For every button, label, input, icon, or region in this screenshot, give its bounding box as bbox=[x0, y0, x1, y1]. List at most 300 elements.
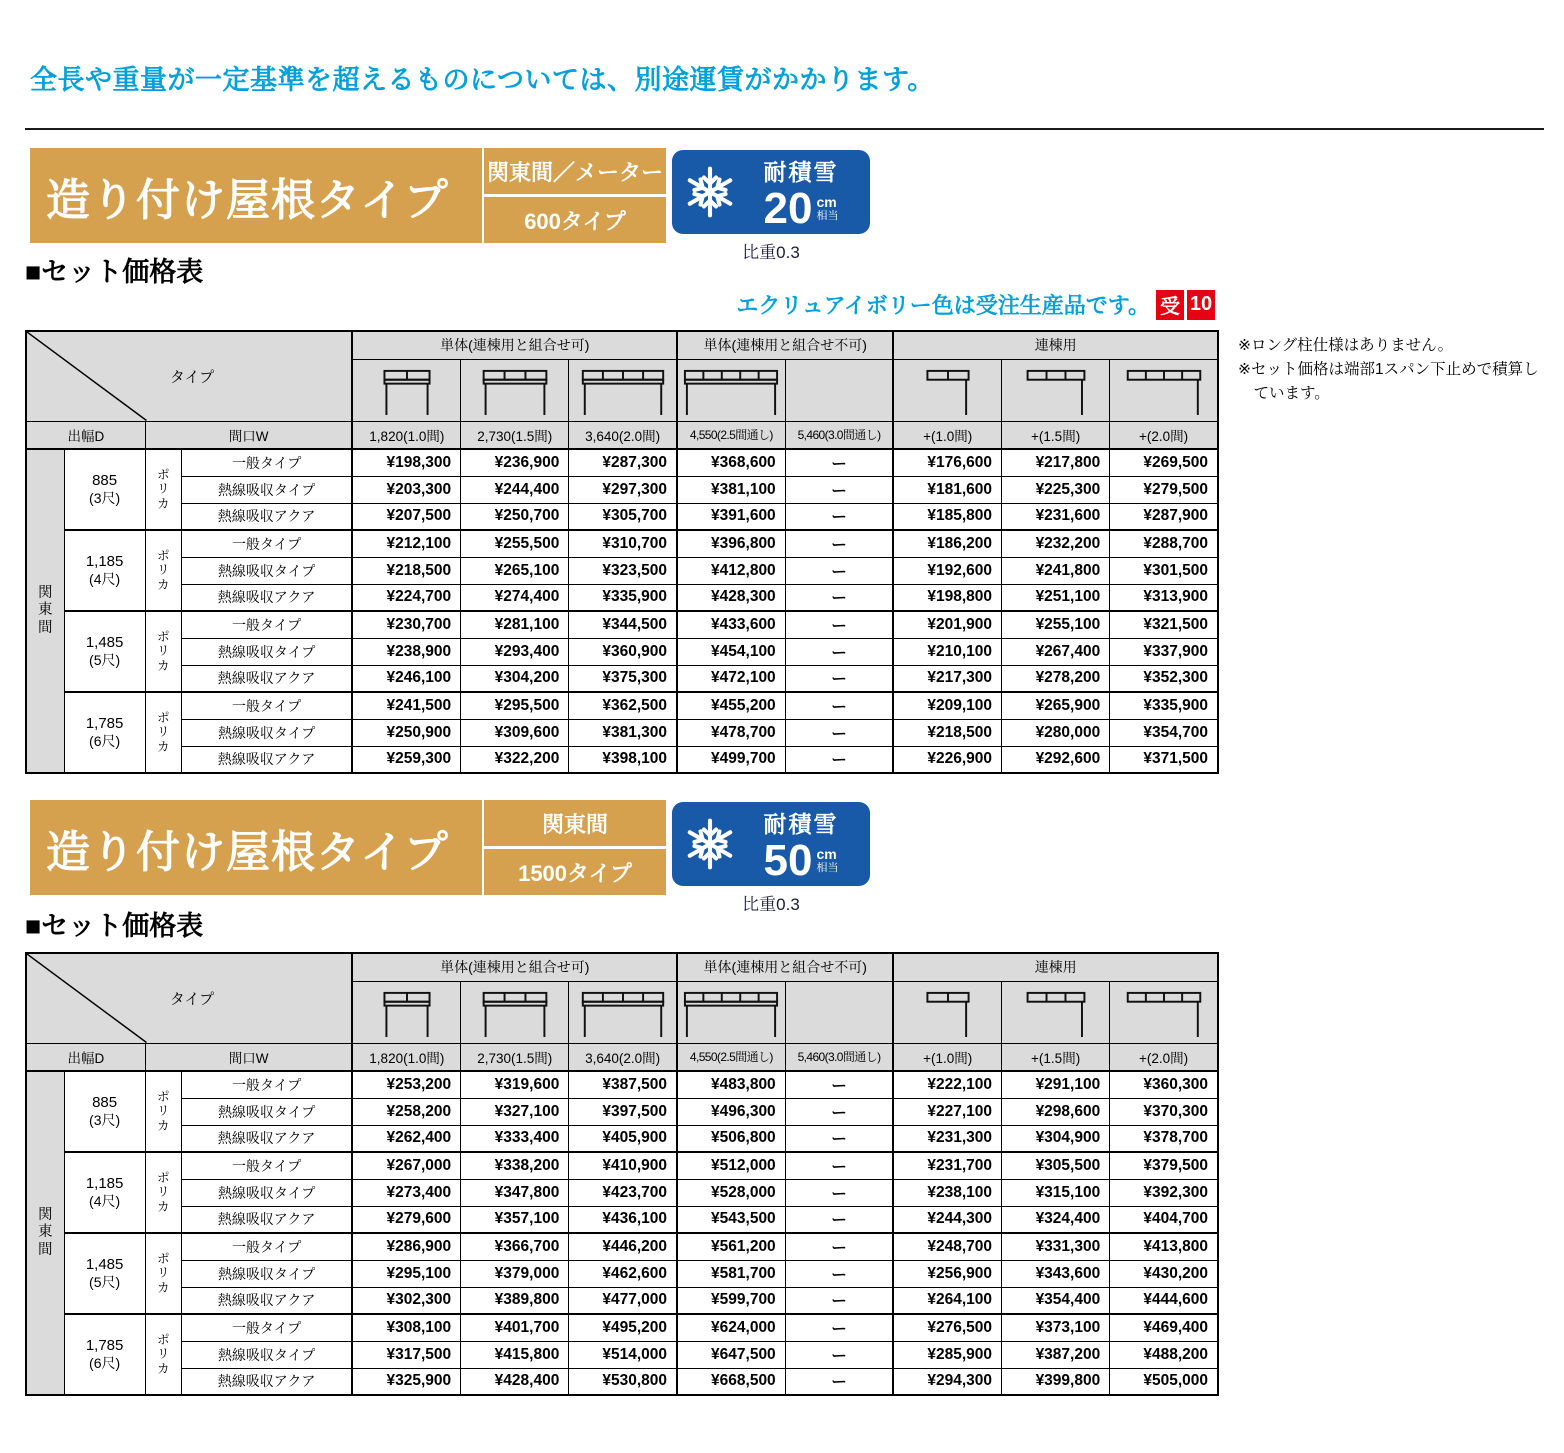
price-cell: ¥225,300 bbox=[1002, 476, 1110, 503]
width-header: 間口W bbox=[145, 1043, 352, 1071]
price-cell: ¥354,400 bbox=[1002, 1287, 1110, 1314]
price-cell: ¥483,800 bbox=[677, 1071, 785, 1098]
roof-type-cell: 熱線吸収アクア bbox=[181, 665, 352, 692]
price-cell: ¥291,100 bbox=[1002, 1071, 1110, 1098]
material-label: ポ リ カ bbox=[145, 1071, 181, 1152]
price-cell: ¥373,100 bbox=[1002, 1314, 1110, 1341]
price-cell: ¥297,300 bbox=[569, 476, 677, 503]
price-cell: ¥354,700 bbox=[1110, 719, 1218, 746]
price-cell: ¥381,100 bbox=[677, 476, 785, 503]
price-cell: ¥309,600 bbox=[461, 719, 569, 746]
roof-type-cell: 熱線吸収アクア bbox=[181, 1125, 352, 1152]
price-cell: ¥624,000 bbox=[677, 1314, 785, 1341]
corner-type-label bbox=[26, 331, 352, 421]
price-cell: ¥436,100 bbox=[569, 1206, 677, 1233]
column-size-header: +(1.0間) bbox=[893, 1043, 1001, 1071]
price-cell: ¥396,800 bbox=[677, 530, 785, 557]
price-cell: ¥251,100 bbox=[1002, 584, 1110, 611]
price-cell: ¥280,000 bbox=[1002, 719, 1110, 746]
column-size-header: +(1.5間) bbox=[1002, 1043, 1110, 1071]
price-cell: ¥250,900 bbox=[352, 719, 460, 746]
column-group-header: 連棟用 bbox=[893, 953, 1218, 981]
price-cell: ¥274,400 bbox=[461, 584, 569, 611]
price-cell: ¥259,300 bbox=[352, 746, 460, 773]
column-size-header: 2,730(1.5間) bbox=[461, 421, 569, 449]
price-cell: ¥292,600 bbox=[1002, 746, 1110, 773]
snow-load-unit2: 相当 bbox=[816, 862, 839, 874]
footnote-line: ※セット価格は端部1スパン下止めで積算し bbox=[1238, 361, 1539, 379]
price-cell: ¥301,500 bbox=[1110, 557, 1218, 584]
roof-type-cell: 熱線吸収アクア bbox=[181, 746, 352, 773]
snow-load-block bbox=[672, 150, 870, 263]
column-size-header: 3,640(2.0間) bbox=[569, 1043, 677, 1071]
price-table-600 bbox=[25, 330, 1219, 774]
price-cell: ¥514,000 bbox=[569, 1341, 677, 1368]
roof-type-cell: 熱線吸収タイプ bbox=[181, 719, 352, 746]
roof-type-cell: 一般タイプ bbox=[181, 1233, 352, 1260]
region-label: 関 東 間 bbox=[26, 449, 64, 773]
column-size-header: +(2.0間) bbox=[1110, 421, 1218, 449]
width-header: 間口W bbox=[145, 421, 352, 449]
price-cell-empty: ー bbox=[785, 1341, 893, 1368]
price-cell: ¥335,900 bbox=[569, 584, 677, 611]
price-cell-empty: ー bbox=[785, 476, 893, 503]
column-size-header: 3,640(2.0間) bbox=[569, 421, 677, 449]
price-cell: ¥368,600 bbox=[677, 449, 785, 476]
price-cell: ¥319,600 bbox=[461, 1071, 569, 1098]
snow-load-label: 耐積雪 bbox=[763, 810, 839, 837]
roof-type-cell: 熱線吸収タイプ bbox=[181, 557, 352, 584]
price-cell: ¥244,400 bbox=[461, 476, 569, 503]
price-cell: ¥561,200 bbox=[677, 1233, 785, 1260]
price-cell: ¥313,900 bbox=[1110, 584, 1218, 611]
price-cell: ¥302,300 bbox=[352, 1287, 460, 1314]
price-table-heading: ■セット価格表 bbox=[25, 257, 204, 287]
spec-badge bbox=[484, 800, 666, 895]
price-cell: ¥387,200 bbox=[1002, 1341, 1110, 1368]
price-cell: ¥222,100 bbox=[893, 1071, 1001, 1098]
snow-load-text bbox=[738, 806, 864, 883]
price-cell-empty: ー bbox=[785, 719, 893, 746]
price-cell: ¥286,900 bbox=[352, 1233, 460, 1260]
snowflake-icon bbox=[682, 816, 738, 872]
material-label: ポ リ カ bbox=[145, 449, 181, 530]
column-diagram-empty bbox=[785, 359, 893, 421]
price-cell: ¥333,400 bbox=[461, 1125, 569, 1152]
roof-type-cell: 熱線吸収タイプ bbox=[181, 638, 352, 665]
price-cell: ¥269,500 bbox=[1110, 449, 1218, 476]
price-cell: ¥236,900 bbox=[461, 449, 569, 476]
depth-cell: 885 (3尺) bbox=[64, 1071, 145, 1152]
specific-gravity-note: 比重0.3 bbox=[742, 243, 800, 262]
price-cell-empty: ー bbox=[785, 530, 893, 557]
price-cell: ¥454,100 bbox=[677, 638, 785, 665]
price-cell: ¥512,000 bbox=[677, 1152, 785, 1179]
carport-diagram-icon bbox=[893, 981, 1001, 1043]
made-to-order-text: エクリュアイボリー色は受注生産品です。 bbox=[736, 293, 1150, 318]
price-cell-empty: ー bbox=[785, 1206, 893, 1233]
price-cell: ¥599,700 bbox=[677, 1287, 785, 1314]
column-size-header: 2,730(1.5間) bbox=[461, 1043, 569, 1071]
price-cell-empty: ー bbox=[785, 692, 893, 719]
price-cell: ¥304,900 bbox=[1002, 1125, 1110, 1152]
divider bbox=[25, 128, 1544, 130]
price-cell-empty: ー bbox=[785, 503, 893, 530]
price-cell: ¥528,000 bbox=[677, 1179, 785, 1206]
price-cell: ¥201,900 bbox=[893, 611, 1001, 638]
roof-type-cell: 一般タイプ bbox=[181, 1152, 352, 1179]
footnotes bbox=[1238, 334, 1558, 406]
price-cell: ¥267,400 bbox=[1002, 638, 1110, 665]
carport-diagram-icon bbox=[677, 981, 785, 1043]
price-cell: ¥381,300 bbox=[569, 719, 677, 746]
price-cell: ¥423,700 bbox=[569, 1179, 677, 1206]
carport-diagram-icon bbox=[352, 981, 460, 1043]
column-size-header: +(1.5間) bbox=[1002, 421, 1110, 449]
price-cell: ¥405,900 bbox=[569, 1125, 677, 1152]
carport-diagram-icon bbox=[569, 359, 677, 421]
price-cell: ¥230,700 bbox=[352, 611, 460, 638]
column-group-header: 単体(連棟用と組合せ不可) bbox=[677, 331, 893, 359]
price-table-heading: ■セット価格表 bbox=[25, 911, 204, 941]
price-cell: ¥287,300 bbox=[569, 449, 677, 476]
carport-diagram-icon bbox=[1002, 981, 1110, 1043]
price-cell: ¥227,100 bbox=[893, 1098, 1001, 1125]
price-cell: ¥668,500 bbox=[677, 1368, 785, 1395]
price-cell: ¥366,700 bbox=[461, 1233, 569, 1260]
price-cell: ¥231,700 bbox=[893, 1152, 1001, 1179]
column-size-header: 5,460(3.0間通し) bbox=[785, 1043, 893, 1071]
price-cell: ¥344,500 bbox=[569, 611, 677, 638]
depth-cell: 1,785 (6尺) bbox=[64, 1314, 145, 1395]
price-cell: ¥495,200 bbox=[569, 1314, 677, 1341]
snow-load-block bbox=[672, 802, 870, 915]
price-cell: ¥323,500 bbox=[569, 557, 677, 584]
price-cell: ¥210,100 bbox=[893, 638, 1001, 665]
price-cell: ¥370,300 bbox=[1110, 1098, 1218, 1125]
price-cell: ¥276,500 bbox=[893, 1314, 1001, 1341]
depth-cell: 1,785 (6尺) bbox=[64, 692, 145, 773]
price-cell: ¥347,800 bbox=[461, 1179, 569, 1206]
price-cell: ¥338,200 bbox=[461, 1152, 569, 1179]
material-label: ポ リ カ bbox=[145, 1152, 181, 1233]
price-cell: ¥327,100 bbox=[461, 1098, 569, 1125]
snow-load-unit2: 相当 bbox=[816, 210, 839, 222]
price-cell: ¥217,800 bbox=[1002, 449, 1110, 476]
price-cell: ¥375,300 bbox=[569, 665, 677, 692]
price-cell-empty: ー bbox=[785, 584, 893, 611]
price-cell: ¥298,600 bbox=[1002, 1098, 1110, 1125]
price-cell: ¥399,800 bbox=[1002, 1368, 1110, 1395]
snow-load-badge bbox=[672, 802, 870, 886]
price-cell: ¥224,700 bbox=[352, 584, 460, 611]
section-title: 造り付け屋根タイプ bbox=[30, 800, 482, 895]
price-cell: ¥255,500 bbox=[461, 530, 569, 557]
price-table-1500 bbox=[25, 952, 1219, 1396]
price-cell: ¥241,500 bbox=[352, 692, 460, 719]
roof-type-cell: 熱線吸収タイプ bbox=[181, 1260, 352, 1287]
column-size-header: 5,460(3.0間通し) bbox=[785, 421, 893, 449]
price-cell: ¥430,200 bbox=[1110, 1260, 1218, 1287]
region-label: 関 東 間 bbox=[26, 1071, 64, 1395]
footnote-line: ※ロング柱仕様はありません。 bbox=[1238, 337, 1454, 354]
depth-cell: 1,485 (5尺) bbox=[64, 611, 145, 692]
price-cell: ¥389,800 bbox=[461, 1287, 569, 1314]
price-cell-empty: ー bbox=[785, 1071, 893, 1098]
price-cell: ¥391,600 bbox=[677, 503, 785, 530]
price-cell-empty: ー bbox=[785, 1098, 893, 1125]
carport-diagram-icon bbox=[1110, 359, 1218, 421]
price-cell: ¥294,300 bbox=[893, 1368, 1001, 1395]
price-cell: ¥218,500 bbox=[893, 719, 1001, 746]
price-cell: ¥379,500 bbox=[1110, 1152, 1218, 1179]
order-badge: 受 bbox=[1156, 290, 1184, 320]
price-cell: ¥192,600 bbox=[893, 557, 1001, 584]
price-cell: ¥322,200 bbox=[461, 746, 569, 773]
price-cell: ¥581,700 bbox=[677, 1260, 785, 1287]
price-cell: ¥478,700 bbox=[677, 719, 785, 746]
price-cell: ¥253,200 bbox=[352, 1071, 460, 1098]
snowflake-icon bbox=[682, 164, 738, 220]
price-cell: ¥293,400 bbox=[461, 638, 569, 665]
price-cell: ¥308,100 bbox=[352, 1314, 460, 1341]
price-cell: ¥278,200 bbox=[1002, 665, 1110, 692]
price-cell: ¥315,100 bbox=[1002, 1179, 1110, 1206]
type-label: タイプ bbox=[169, 990, 215, 1008]
type-label: タイプ bbox=[169, 368, 215, 386]
snow-load-unit: cm bbox=[816, 846, 837, 862]
column-size-header: 4,550(2.5間通し) bbox=[677, 421, 785, 449]
spec-badge bbox=[484, 148, 666, 243]
depth-cell: 1,185 (4尺) bbox=[64, 1152, 145, 1233]
price-cell: ¥331,300 bbox=[1002, 1233, 1110, 1260]
price-cell: ¥185,800 bbox=[893, 503, 1001, 530]
price-cell-empty: ー bbox=[785, 1314, 893, 1341]
column-group-header: 単体(連棟用と組合せ不可) bbox=[677, 953, 893, 981]
price-cell: ¥324,400 bbox=[1002, 1206, 1110, 1233]
price-cell: ¥397,500 bbox=[569, 1098, 677, 1125]
price-cell: ¥337,900 bbox=[1110, 638, 1218, 665]
price-cell: ¥392,300 bbox=[1110, 1179, 1218, 1206]
price-cell: ¥207,500 bbox=[352, 503, 460, 530]
price-cell: ¥232,200 bbox=[1002, 530, 1110, 557]
lead-time-badge: 10 bbox=[1187, 290, 1215, 320]
column-size-header: +(2.0間) bbox=[1110, 1043, 1218, 1071]
price-cell-empty: ー bbox=[785, 746, 893, 773]
roof-type-cell: 熱線吸収アクア bbox=[181, 1287, 352, 1314]
price-cell: ¥412,800 bbox=[677, 557, 785, 584]
carport-diagram-icon bbox=[1110, 981, 1218, 1043]
price-cell: ¥321,500 bbox=[1110, 611, 1218, 638]
price-cell: ¥317,500 bbox=[352, 1341, 460, 1368]
price-cell: ¥398,100 bbox=[569, 746, 677, 773]
price-cell: ¥295,100 bbox=[352, 1260, 460, 1287]
spec-badge-region: 関東間／メーター bbox=[484, 148, 666, 197]
column-size-header: +(1.0間) bbox=[893, 421, 1001, 449]
specific-gravity-note: 比重0.3 bbox=[742, 895, 800, 914]
price-cell: ¥273,400 bbox=[352, 1179, 460, 1206]
price-cell: ¥238,100 bbox=[893, 1179, 1001, 1206]
shipping-notice: 全長や重量が一定基準を超えるものについては、別途運賃がかかります。 bbox=[30, 65, 935, 95]
material-label: ポ リ カ bbox=[145, 692, 181, 773]
price-cell: ¥281,100 bbox=[461, 611, 569, 638]
price-cell: ¥401,700 bbox=[461, 1314, 569, 1341]
price-cell: ¥181,600 bbox=[893, 476, 1001, 503]
price-cell: ¥226,900 bbox=[893, 746, 1001, 773]
roof-type-cell: 熱線吸収タイプ bbox=[181, 1341, 352, 1368]
price-cell: ¥428,300 bbox=[677, 584, 785, 611]
price-cell: ¥433,600 bbox=[677, 611, 785, 638]
price-cell: ¥244,300 bbox=[893, 1206, 1001, 1233]
material-label: ポ リ カ bbox=[145, 530, 181, 611]
price-cell: ¥496,300 bbox=[677, 1098, 785, 1125]
price-cell-empty: ー bbox=[785, 665, 893, 692]
carport-diagram-icon bbox=[352, 359, 460, 421]
price-cell: ¥279,500 bbox=[1110, 476, 1218, 503]
price-cell-empty: ー bbox=[785, 1179, 893, 1206]
price-cell: ¥506,800 bbox=[677, 1125, 785, 1152]
column-group-header: 単体(連棟用と組合せ可) bbox=[352, 331, 677, 359]
price-cell-empty: ー bbox=[785, 1233, 893, 1260]
price-cell: ¥352,300 bbox=[1110, 665, 1218, 692]
roof-type-cell: 一般タイプ bbox=[181, 1314, 352, 1341]
price-cell: ¥198,300 bbox=[352, 449, 460, 476]
carport-diagram-icon bbox=[1002, 359, 1110, 421]
column-group-header: 単体(連棟用と組合せ可) bbox=[352, 953, 677, 981]
roof-type-cell: 一般タイプ bbox=[181, 692, 352, 719]
price-cell: ¥343,600 bbox=[1002, 1260, 1110, 1287]
price-cell: ¥404,700 bbox=[1110, 1206, 1218, 1233]
price-cell: ¥267,000 bbox=[352, 1152, 460, 1179]
price-cell-empty: ー bbox=[785, 1368, 893, 1395]
roof-type-cell: 熱線吸収アクア bbox=[181, 503, 352, 530]
price-cell-empty: ー bbox=[785, 1287, 893, 1314]
price-cell: ¥231,300 bbox=[893, 1125, 1001, 1152]
price-cell: ¥217,300 bbox=[893, 665, 1001, 692]
price-cell: ¥198,800 bbox=[893, 584, 1001, 611]
column-size-header: 1,820(1.0間) bbox=[352, 1043, 460, 1071]
price-cell: ¥305,700 bbox=[569, 503, 677, 530]
price-cell: ¥285,900 bbox=[893, 1341, 1001, 1368]
price-cell: ¥246,100 bbox=[352, 665, 460, 692]
price-cell: ¥410,900 bbox=[569, 1152, 677, 1179]
spec-badge-region: 関東間 bbox=[484, 800, 666, 849]
price-cell: ¥446,200 bbox=[569, 1233, 677, 1260]
price-cell: ¥371,500 bbox=[1110, 746, 1218, 773]
price-cell-empty: ー bbox=[785, 611, 893, 638]
column-size-header: 4,550(2.5間通し) bbox=[677, 1043, 785, 1071]
carport-diagram-icon bbox=[677, 359, 785, 421]
price-cell-empty: ー bbox=[785, 638, 893, 665]
roof-type-cell: 熱線吸収タイプ bbox=[181, 476, 352, 503]
price-cell-empty: ー bbox=[785, 557, 893, 584]
price-cell: ¥428,400 bbox=[461, 1368, 569, 1395]
price-cell: ¥335,900 bbox=[1110, 692, 1218, 719]
price-cell: ¥241,800 bbox=[1002, 557, 1110, 584]
set-price-table bbox=[25, 952, 1219, 1396]
roof-type-cell: 一般タイプ bbox=[181, 530, 352, 557]
snow-load-badge bbox=[672, 150, 870, 234]
snow-load-value: 50 bbox=[763, 835, 813, 885]
price-cell: ¥218,500 bbox=[352, 557, 460, 584]
price-cell: ¥357,100 bbox=[461, 1206, 569, 1233]
price-cell: ¥258,200 bbox=[352, 1098, 460, 1125]
price-cell: ¥413,800 bbox=[1110, 1233, 1218, 1260]
corner-type-label bbox=[26, 953, 352, 1043]
carport-diagram-icon bbox=[461, 981, 569, 1043]
price-cell: ¥477,000 bbox=[569, 1287, 677, 1314]
price-cell: ¥360,900 bbox=[569, 638, 677, 665]
roof-type-cell: 一般タイプ bbox=[181, 1071, 352, 1098]
snow-load-value: 20 bbox=[763, 183, 813, 233]
roof-type-cell: 熱線吸収アクア bbox=[181, 1206, 352, 1233]
price-cell: ¥186,200 bbox=[893, 530, 1001, 557]
roof-type-cell: 一般タイプ bbox=[181, 449, 352, 476]
price-cell: ¥387,500 bbox=[569, 1071, 677, 1098]
price-cell: ¥262,400 bbox=[352, 1125, 460, 1152]
price-cell: ¥212,100 bbox=[352, 530, 460, 557]
depth-cell: 1,485 (5尺) bbox=[64, 1233, 145, 1314]
snow-load-label: 耐積雪 bbox=[763, 158, 839, 185]
price-cell-empty: ー bbox=[785, 449, 893, 476]
material-label: ポ リ カ bbox=[145, 1233, 181, 1314]
price-cell: ¥325,900 bbox=[352, 1368, 460, 1395]
roof-type-cell: 一般タイプ bbox=[181, 611, 352, 638]
price-cell: ¥488,200 bbox=[1110, 1341, 1218, 1368]
snow-load-unit: cm bbox=[816, 194, 837, 210]
price-cell: ¥378,700 bbox=[1110, 1125, 1218, 1152]
price-cell: ¥530,800 bbox=[569, 1368, 677, 1395]
set-price-table bbox=[25, 330, 1219, 774]
price-cell-empty: ー bbox=[785, 1152, 893, 1179]
section-title: 造り付け屋根タイプ bbox=[30, 148, 482, 243]
price-cell: ¥256,900 bbox=[893, 1260, 1001, 1287]
price-cell: ¥543,500 bbox=[677, 1206, 785, 1233]
depth-header: 出幅D bbox=[26, 1043, 145, 1071]
price-cell: ¥305,500 bbox=[1002, 1152, 1110, 1179]
column-size-header: 1,820(1.0間) bbox=[352, 421, 460, 449]
price-cell: ¥469,400 bbox=[1110, 1314, 1218, 1341]
column-group-header: 連棟用 bbox=[893, 331, 1218, 359]
price-cell: ¥304,200 bbox=[461, 665, 569, 692]
price-cell: ¥279,600 bbox=[352, 1206, 460, 1233]
roof-type-cell: 熱線吸収タイプ bbox=[181, 1179, 352, 1206]
footnote-line: ています。 bbox=[1238, 385, 1330, 403]
roof-type-cell: 熱線吸収タイプ bbox=[181, 1098, 352, 1125]
price-cell: ¥203,300 bbox=[352, 476, 460, 503]
depth-cell: 1,185 (4尺) bbox=[64, 530, 145, 611]
carport-diagram-icon bbox=[461, 359, 569, 421]
price-cell: ¥379,000 bbox=[461, 1260, 569, 1287]
price-cell: ¥238,900 bbox=[352, 638, 460, 665]
carport-diagram-icon bbox=[569, 981, 677, 1043]
price-cell-empty: ー bbox=[785, 1260, 893, 1287]
price-cell: ¥265,900 bbox=[1002, 692, 1110, 719]
price-cell: ¥462,600 bbox=[569, 1260, 677, 1287]
price-cell: ¥360,300 bbox=[1110, 1071, 1218, 1098]
price-cell: ¥444,600 bbox=[1110, 1287, 1218, 1314]
made-to-order-note bbox=[25, 289, 1215, 320]
column-diagram-empty bbox=[785, 981, 893, 1043]
material-label: ポ リ カ bbox=[145, 611, 181, 692]
price-cell: ¥248,700 bbox=[893, 1233, 1001, 1260]
price-cell: ¥647,500 bbox=[677, 1341, 785, 1368]
snow-load-text bbox=[738, 154, 864, 231]
price-cell: ¥264,100 bbox=[893, 1287, 1001, 1314]
roof-type-cell: 熱線吸収アクア bbox=[181, 584, 352, 611]
price-cell-empty: ー bbox=[785, 1125, 893, 1152]
carport-diagram-icon bbox=[893, 359, 1001, 421]
